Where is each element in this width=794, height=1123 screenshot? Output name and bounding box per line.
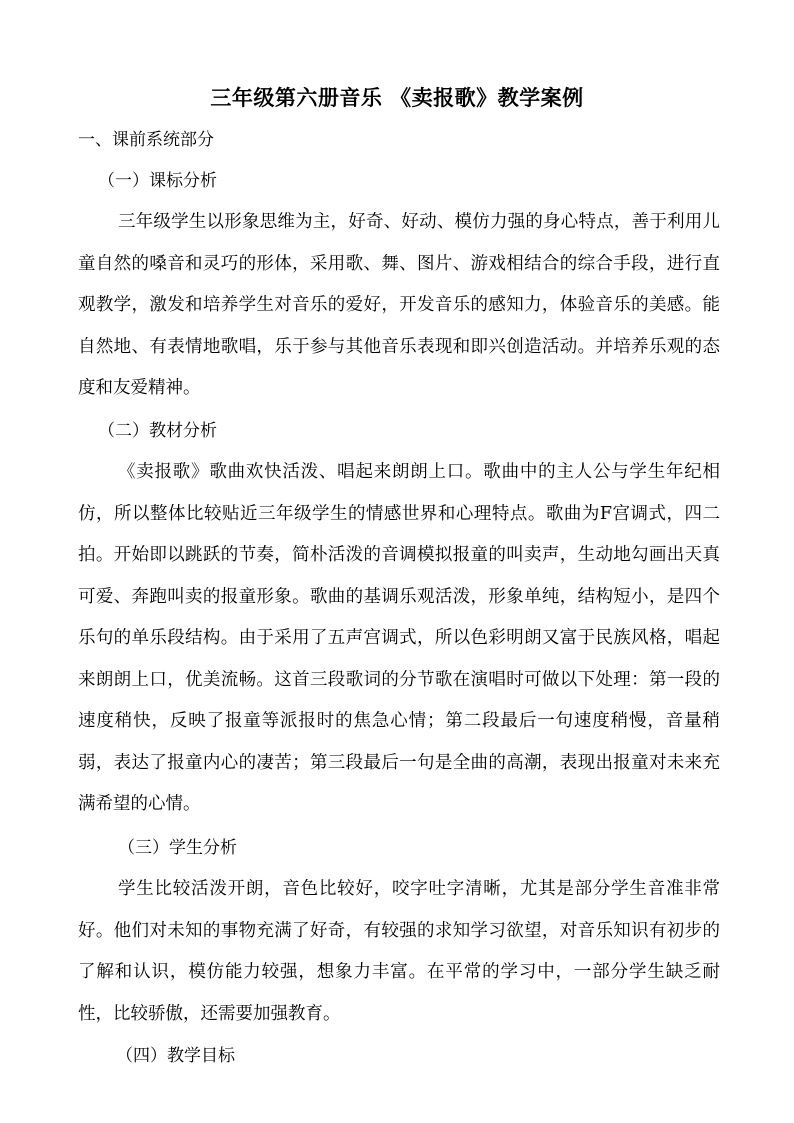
paragraph-curriculum: 三年级学生以形象思维为主，好奇、好动、模仿力强的身心特点，善于利用儿童自然的嗓音和灵巧的形体，采用歌、舞、图片、游戏相结合的综合手段，进行直观教学，激发和培养学生对音乐的爱好，开发音乐的感知力，体验音乐的美感。能自然地、有表情地歌唱，乐于参与其他音乐表现和即兴创造活动。并培养乐观的态度和友爱精神。 [78,212,720,398]
paragraph-textbook: 《卖报歌》歌曲欢快活泼、唱起来朗朗上口。歌曲中的主人公与学生年纪相仿，所以整体比较贴近三年级学生的情感世界和心理特点。歌曲为F宫调式，四二拍。开始即以跳跃的节奏，简朴活泼的音调模拟报童的叫卖声，生动地勾画出天真可爱、奔跑叫卖的报童形象。歌曲的基调乐观活泼，形象单纯，结构短小，是四个乐句的单乐段结构。由于采用了五声宫调式，所以色彩明朗又富于民族风格，唱起来朗朗上口，优美流畅。这首三段歌词的分节歌在演唱时可做以下处理：第一段的速度稍快，反映了报童等派报时的焦急心情；第二段最后一句速度稍慢，音量稍弱，表达了报童内心的凄苦；第三段最后一句是全曲的高潮，表现出报童对未来充满希望的心情。 [78,462,720,814]
document-title: 三年级第六册音乐 《卖报歌》教学案例 [210,85,584,110]
subsection-heading-objectives: （四）教学目标 [116,1046,235,1066]
subsection-heading-textbook: （二）教材分析 [98,421,217,441]
section-heading: 一、课前系统部分 [78,130,214,150]
subsection-heading-curriculum: （一）课标分析 [98,171,217,191]
paragraph-students: 学生比较活泼开朗，音色比较好，咬字吐字清晰，尤其是部分学生音准非常好。他们对未知的事物充满了好奇，有较强的求知学习欲望，对音乐知识有初步的了解和认识，模仿能力较强，想象力丰富。在平常的学习中，一部分学生缺乏耐性，比较骄傲，还需要加强教育。 [78,879,720,1024]
subsection-heading-students: （三）学生分析 [118,838,237,858]
